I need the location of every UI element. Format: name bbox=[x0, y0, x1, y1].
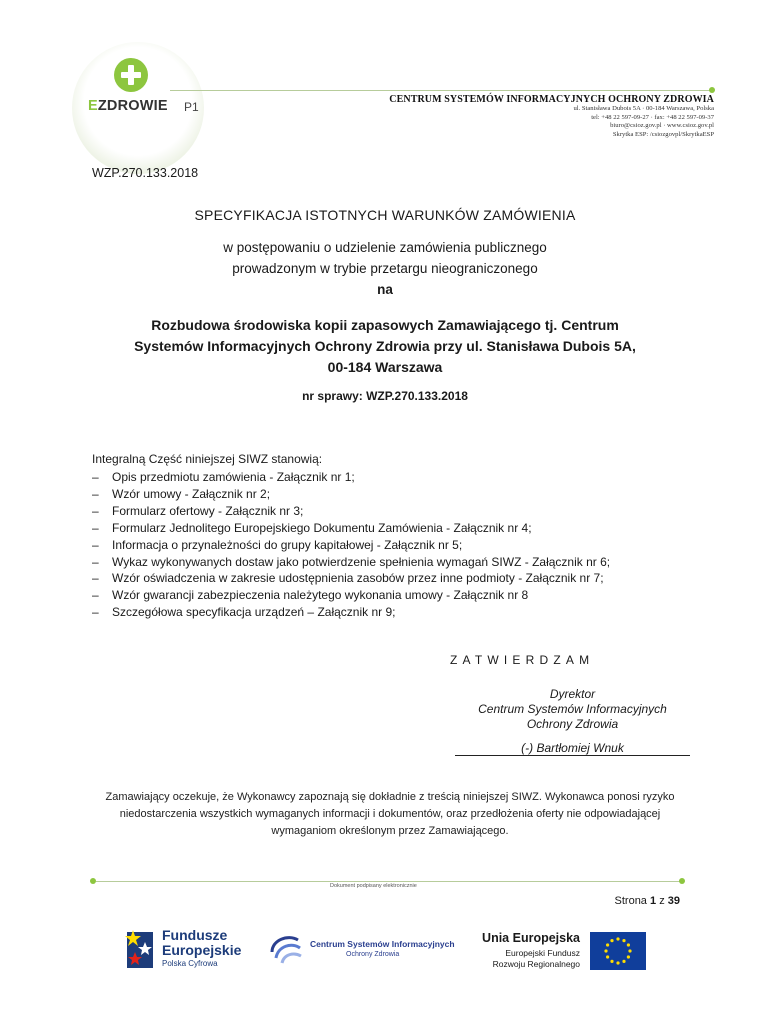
approval-role: Dyrektor bbox=[549, 687, 596, 701]
header-rule-dot bbox=[709, 87, 715, 93]
ezdrowie-logo bbox=[72, 42, 204, 174]
csioz-swirl-icon bbox=[268, 932, 304, 966]
org-esp: Skrytka ESP: /csiozgovpl/SkrytkaESP bbox=[612, 130, 714, 138]
footer-rule-dot-right bbox=[679, 878, 685, 884]
document-title: SPECYFIKACJA ISTOTNYCH WARUNKÓW ZAMÓWIENIA bbox=[194, 207, 576, 223]
document-subtitle-2: prowadzonym w trybie przetargu nieograniczonego bbox=[232, 261, 538, 276]
subject-line-1: Rozbudowa środowiska kopii zapasowych Zamawiającego tj. Centrum bbox=[151, 317, 619, 333]
org-address: ul. Stanisława Dubois 5A · 00-184 Warszawa, Polska bbox=[573, 105, 714, 112]
document-subtitle-1: w postępowaniu o udzielenie zamówienia publicznego bbox=[223, 240, 547, 255]
org-header bbox=[389, 94, 714, 139]
ue-line-2: Europejski Fundusz bbox=[505, 948, 580, 958]
list-item: – Wzór umowy - Załącznik nr 2; bbox=[92, 486, 271, 501]
fundusze-europejskie-logo bbox=[125, 924, 265, 974]
header-rule bbox=[170, 90, 712, 91]
footer-rule-dot-left bbox=[90, 878, 96, 884]
list-item: – Szczegółowa specyfikacja urządzeń – Załącznik nr 9; bbox=[92, 605, 396, 620]
logo-wordmark: EZDROWIE bbox=[88, 98, 168, 114]
fe-line-3: Polska Cyfrowa bbox=[162, 959, 218, 968]
document-reference: WZP.270.133.2018 bbox=[92, 166, 199, 180]
org-title: CENTRUM SYSTEMÓW INFORMACYJNYCH OCHRONY ZDROWIA bbox=[389, 94, 714, 105]
case-number: nr sprawy: WZP.270.133.2018 bbox=[302, 389, 468, 403]
csioz-line-2: Ochrony Zdrowia bbox=[346, 951, 400, 958]
fe-stars-icon bbox=[125, 926, 155, 970]
attachments-intro: Integralną Część niniejszej SIWZ stanowią: bbox=[92, 452, 323, 466]
subject-line-3: 00-184 Warszawa bbox=[327, 359, 443, 375]
eu-flag-icon bbox=[590, 932, 646, 970]
list-item: – Informacja o przynależności do grupy kapitałowej - Załącznik nr 5; bbox=[92, 537, 463, 552]
ue-line-3: Rozwoju Regionalnego bbox=[492, 959, 580, 969]
csioz-line-1: Centrum Systemów Informacyjnych bbox=[310, 939, 455, 949]
csioz-logo bbox=[268, 930, 458, 970]
medical-cross-icon bbox=[114, 58, 148, 92]
signature-line bbox=[455, 755, 690, 756]
approval-org-2: Ochrony Zdrowia bbox=[526, 717, 619, 731]
bidder-note: Zamawiający oczekuje, że Wykonawcy zapoznają się dokładnie z treścią niniejszej SIWZ. Wykonawca ponosi ryzyko niedostarczenia wszystkich wymaganych informacji i dokumentów, oraz przedłożenia oferty nie odpowiadającej wymaganiom określonym przez Zamawiającego. bbox=[105, 791, 675, 837]
subject-line-2: Systemów Informacyjnych Ochrony Zdrowia przy ul. Stanisława Dubois 5A, bbox=[134, 338, 636, 354]
list-item: – Opis przedmiotu zamówienia - Załącznik nr 1; bbox=[92, 470, 355, 484]
ue-line-1: Unia Europejska bbox=[482, 931, 580, 945]
approval-signature: (-) Bartłomiej Wnuk bbox=[521, 741, 624, 755]
attachments-list bbox=[92, 469, 610, 621]
org-phone: tel: +48 22 597-09-27 · fax: +48 22 597-09-37 bbox=[591, 113, 714, 121]
page-number: Strona 1 z 39 bbox=[614, 895, 680, 907]
fe-line-2: Europejskie bbox=[162, 942, 242, 958]
approval-label: ZATWIERDZAM bbox=[450, 653, 595, 667]
list-item: – Formularz ofertowy - Załącznik nr 3; bbox=[92, 503, 304, 518]
signed-electronically: Dokument podpisany elektronicznie bbox=[330, 883, 417, 889]
footer-rule bbox=[96, 881, 682, 882]
org-email: biuro@csioz.gov.pl · www.csioz.gov.pl bbox=[610, 122, 714, 130]
list-item: – Wzór oświadczenia w zakresie udostępnienia zasobów przez inne podmioty - Załącznik nr 7; bbox=[92, 571, 604, 586]
logo-suffix: P1 bbox=[184, 100, 199, 114]
unia-europejska-logo bbox=[482, 929, 672, 975]
list-item: – Wzór gwarancji zabezpieczenia należytego wykonania umowy - Załącznik nr 8 bbox=[92, 588, 529, 603]
document-subtitle-3: na bbox=[377, 282, 393, 297]
list-item: – Formularz Jednolitego Europejskiego Dokumentu Zamówienia - Załącznik nr 4; bbox=[92, 520, 532, 535]
list-item: – Wykaz wykonywanych dostaw jako potwierdzenie spełnienia wymagań SIWZ - Załącznik nr 6; bbox=[92, 554, 611, 569]
approval-org-1: Centrum Systemów Informacyjnych bbox=[478, 702, 667, 716]
fe-line-1: Fundusze bbox=[162, 927, 228, 943]
